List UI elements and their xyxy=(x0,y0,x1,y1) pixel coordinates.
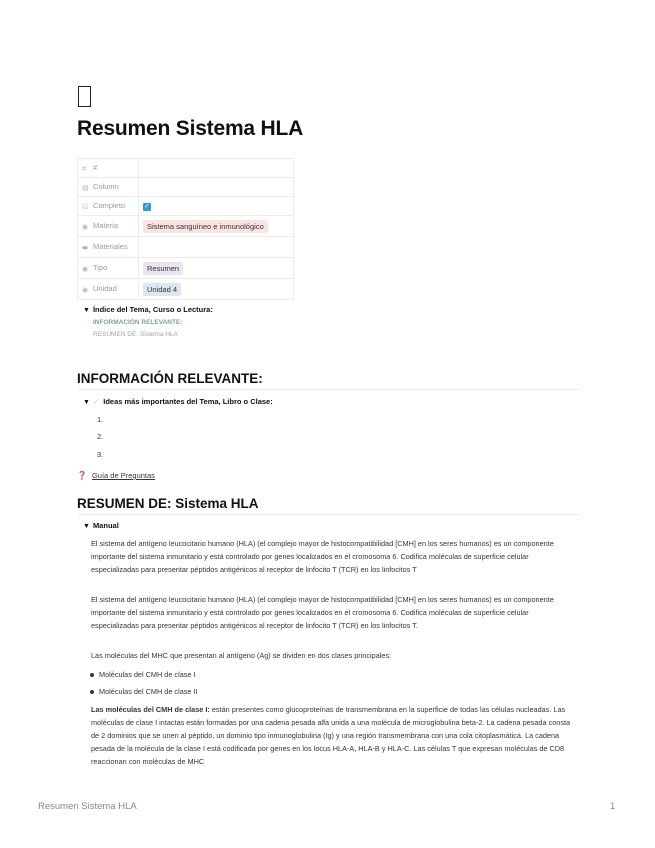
ideas-toggle-label: Ideas más importantes del Tema, Libro o Clase: xyxy=(103,397,273,406)
select-icon: ◉ xyxy=(82,287,89,294)
property-key xyxy=(78,279,139,300)
property-value[interactable] xyxy=(139,258,294,279)
property-row[interactable] xyxy=(78,159,294,178)
toggle-triangle-icon[interactable]: ▼ xyxy=(83,307,90,314)
footer-title: Resumen Sistema HLA xyxy=(38,801,137,812)
bullet-item: Moléculas del CMH de clase II xyxy=(99,687,198,696)
property-key xyxy=(78,197,139,216)
property-row[interactable] xyxy=(78,237,294,258)
multiselect-icon: ⬬ xyxy=(82,245,88,252)
property-key-label: Completo xyxy=(93,201,126,210)
page-title: Resumen Sistema HLA xyxy=(77,117,304,140)
property-tag: Sistema sanguíneo e inmunológico xyxy=(143,220,268,233)
divider xyxy=(77,514,580,515)
numbered-item: 3. xyxy=(97,450,104,459)
manual-toggle-label: Manual xyxy=(92,521,119,530)
ideas-toggle[interactable] xyxy=(83,397,273,406)
checkbox-icon: ☑ xyxy=(82,204,89,211)
paragraph-bold-lead: Las moléculas del CMH de clase I: xyxy=(91,705,210,714)
summary-paragraph: Las moléculas del MHC que presentan al antígeno (Ag) se dividen en dos clases principales: xyxy=(91,651,392,660)
summary-paragraph xyxy=(91,703,577,768)
question-icon: ❓ xyxy=(77,471,87,480)
property-key xyxy=(78,159,139,178)
toggle-triangle-icon[interactable]: ▼ xyxy=(83,523,90,530)
hash-icon: # xyxy=(82,166,86,173)
property-key xyxy=(78,216,139,237)
page-icon xyxy=(78,86,91,107)
property-value[interactable] xyxy=(139,237,294,258)
numbered-item: 1. xyxy=(97,415,104,424)
summary-paragraph: El sistema del antígeno leucocitario humano (HLA) (el complejo mayor de histocompatibilidad [CMH] en los seres humanos) es un componente importante del sistema inmunitario y está controlado por genes localizados en el cromosoma 6. Codifica moléculas de superficie celular especializadas para presentar péptidos antigénicos al receptor de linfocito T (TCR) en los linfocitos T xyxy=(91,539,554,574)
property-row[interactable] xyxy=(78,258,294,279)
property-value[interactable] xyxy=(139,159,294,178)
select-icon: ◉ xyxy=(82,224,89,231)
property-value[interactable] xyxy=(139,178,294,197)
bullet-item: Moléculas del CMH de clase I xyxy=(99,670,196,679)
property-key xyxy=(78,237,139,258)
checkmark-icon: ✓ xyxy=(92,397,100,406)
property-row[interactable] xyxy=(78,178,294,197)
toggle-triangle-icon[interactable]: ▼ xyxy=(83,399,90,406)
property-tag: Unidad 4 xyxy=(143,283,181,296)
property-row[interactable] xyxy=(78,279,294,300)
property-key-label: # xyxy=(93,163,98,172)
property-key-label: Materiales xyxy=(93,242,128,251)
summary-paragraph: El sistema del antígeno leucocitario humano (HLA) (el complejo mayor de histocompatibilidad [CMH] en los seres humanos) es un componente importante del sistema inmunitario y está controlado por genes localizados en el cromosoma 6. Codifica moléculas de superficie celular especializadas para presentar péptidos antigénicos al receptor de linfocito T (TCR) en los linfocitos T. xyxy=(91,595,554,630)
property-key xyxy=(78,258,139,279)
summary-heading: RESUMEN DE: Sistema HLA xyxy=(77,496,259,511)
property-value[interactable] xyxy=(139,279,294,300)
checkbox-checked[interactable]: ✓ xyxy=(144,203,150,210)
property-key-label: Tipo xyxy=(93,263,108,272)
paragraph-body: están presentes como glucoproteínas de transmembrana en la superficie de todas las células nucleadas. Las moléculas de clase I intactas están formadas por una cadena pesada alfa unida a una molécula de microglobulina beta-2. La cadena pesada consta de 2 dominios que se unen al péptido, un dominio tipo inmunoglobulina (Ig) y una región transmembrana con una cola citoplasmática. La cadena pesada de la molécula de la clase I está codificada por genes en los locus HLA-A, HLA-B y HLA-C. Las células T que expresan moléculas de CD8 reaccionan con moléculas de MHC xyxy=(91,705,571,766)
footer-page-number: 1 xyxy=(610,801,616,812)
property-key-label: Column xyxy=(93,182,119,191)
guide-link[interactable] xyxy=(77,471,155,480)
manual-toggle[interactable] xyxy=(83,521,119,530)
properties-table xyxy=(77,158,294,300)
index-toggle-label: Índice del Tema, Curso o Lectura: xyxy=(92,305,213,314)
guide-link-text[interactable]: Guía de Preguntas xyxy=(91,471,155,480)
property-tag: Resumen xyxy=(143,262,183,275)
info-heading: INFORMACIÓN RELEVANTE: xyxy=(77,371,263,386)
calendar-icon: ▤ xyxy=(82,185,89,192)
toc-link-info[interactable]: INFORMACIÓN RELEVANTE: xyxy=(93,319,183,326)
property-row[interactable] xyxy=(78,197,294,216)
numbered-item: 2. xyxy=(97,432,104,441)
property-key xyxy=(78,178,139,197)
property-key-label: Unidad xyxy=(93,284,117,293)
property-row[interactable] xyxy=(78,216,294,237)
toc-link-summary[interactable]: RESUMEN DE: Sistema HLA xyxy=(93,331,178,338)
property-value[interactable] xyxy=(139,216,294,237)
index-toggle[interactable] xyxy=(83,305,213,314)
property-value[interactable] xyxy=(139,197,294,216)
property-key-label: Materia xyxy=(93,221,119,230)
divider xyxy=(77,389,580,390)
select-icon: ◉ xyxy=(82,266,89,273)
